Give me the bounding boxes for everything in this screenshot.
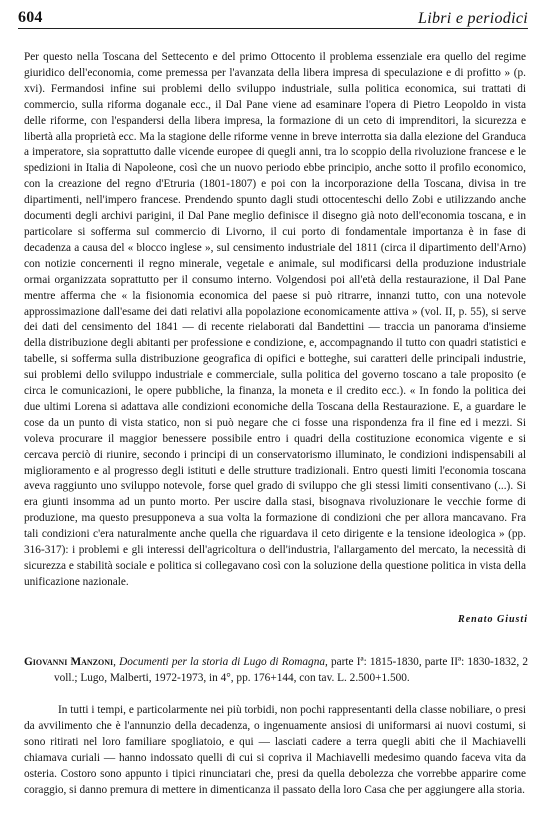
- review-signature: Renato Giusti: [458, 614, 528, 625]
- page-header: [18, 10, 528, 29]
- review-paragraph: In tutti i tempi, e particolarmente nei più torbidi, non pochi rappresentanti della classe nobiliare, o presi da avvilimento che è l'annunzio della decadenza, o ingenuamente ansiosi di uniformarsi ai nuovi costumi, si sono ritirati nel loro familiare spogliatoio, e qui — lasciati cadere a terra quegli abiti che il Machiavelli chiamava curiali — hanno indossato quelli di cui si copriva il Machiavelli medesimo quando faceva vita da osteria. Costoro sono appunto i tipici rinunciatari che, presi da quella debolezza che vorrebbe apparire come coraggio, si danno premura di mettere in dimenticanza il passato della loro Casa che per aggiungere alla storia.: [24, 704, 526, 796]
- reference-title: Documenti per la storia di Lugo di Romagna: [119, 656, 326, 668]
- page-number: 604: [18, 9, 43, 26]
- bibliographic-reference: Giovanni Manzoni, Documenti per la storia di Lugo di Romagna, parte Iª: 1815-1830, parte IIª: 1830-1832, 2 voll.; Lugo, Malberti, 1972-1973, in 4°, pp. 176+144, con tav. L. 2.500+1.500.: [24, 656, 528, 684]
- running-title: Libri e periodici: [418, 10, 528, 27]
- reference-details: , parte Iª: 1815-1830, parte IIª: 1830-1832, 2 voll.; Lugo, Malberti, 1972-1973, in 4°, pp. 176+144, con tav. L. 2.500+1.500.: [54, 656, 528, 684]
- body-paragraph: Per questo nella Toscana del Settecento e del primo Ottocento il problema essenziale era quello del regime giuridico dell'economia, come premessa per l'avanzata della libera impresa di speculazione e di profitto » (p. xvi). Fermandosi infine sui problemi dello sviluppo industriale, sulla politica economica, sui trattati di commercio, sulla riforma doganale ecc., il Dal Pane viene ad esaminare l'opera di Pietro Leopoldo in vista delle riforme, con l'espandersi della libera impresa, la formazione di un ceto di imprenditori, la sicurezza e libertà alla proprietà ecc. Ma la stagione delle riforme venne in breve interrotta sia dalla elezione del Granduca a imperatore, sia soprattutto dalle vicende europee di quegli anni, tra lo scoppio della rivoluzione francese e le spedizioni in Italia di Napoleone, così che un nuovo periodo ebbe principio, anche sotto il profilo economico, con la creazione del regno d'Etruria (1801-1807) e poi con la incorporazione della Toscana, divisa in tre dipartimenti, nell'impero francese. Prendendo spunto dagli studi ottocenteschi dello Zobi e utilizzando anche documenti degli archivi parigini, il Dal Pane meglio definisce il disegno già noto dell'economia toscana, e in particolare si sofferma sul commercio di Livorno, il cui porto di fondamentale importanza è in fase di decadenza a causa del « blocco inglese », sul censimento industriale del 1811 (circa il dipartimento dell'Arno) con notizie concernenti il regno minerale, vegetale e animale, sul modificarsi della produzione industriale ormai organizzata soprattutto per il consumo interno. Volgendosi poi all'età della restaurazione, il Dal Pane mentre afferma che « la fisionomia economica del paese si può ritrarre, innanzi tutto, con una notevole approssimazione dall'esame dei dati relativi alla popolazione economicamente attiva » (vol. II, p. 55), si serve dei dati del censimento del 1841 — di recente rielaborati dal Bandettini — traccia un panorama d'insieme della distribuzione degli abitanti per professione e condizione, e, accompagnando il tutto con quadri statistici e tabelle, si sofferma sulla distribuzione geografica di opifici e botteghe, sui caratteri delle principali industrie, sui problemi dello sviluppo industriale e commerciale, sulla politica del governo toscano a tale proposito (e circa le comunicazioni, le opere pubbliche, la finanza, la moneta e il credito ecc.). « In fondo la politica dei due ultimi Lorena si adattava alle condizioni economiche della Toscana della Restaurazione. E, a guardare le cose da un punto di vista statico, non si può negare che ci fosse una rispondenza fra il fine ed i mezzi. Si voleva procurare il maggior benessere possibile entro i quadri della costituzione economica vigente e si cercava perciò di riunire, secondo i principi di un conservatorismo illuminato, le condizioni indispensabili al miglioramento e al progresso degli istituti e delle strutture tradizionali. Entro questi limiti l'economia toscana aveva raggiunto uno sviluppo notevole, forse quel grado di sviluppo che gli stessi limiti consentivano (...). Si era giunti insomma ad un punto morto. Per uscire dalla stasi, bisognava rivoluzionare le vecchie forme di produzione, ma questo presupponeva a sua volta la formazione di condizioni che per allora mancavano. Fra tali condizioni c'era naturalmente anche quella che riguardava il ceto dirigente e la tensione ideologica » (pp. 316-317): i problemi e gli interessi dell'agricoltura o dell'industria, l'allargamento del mercato, la necessità di sicurezza e stabilità sociale e politica si collegavano così con la soluzione della questione politica in vista della unificazione nazionale.: [24, 51, 526, 588]
- reference-author: Giovanni Manzoni: [24, 656, 114, 668]
